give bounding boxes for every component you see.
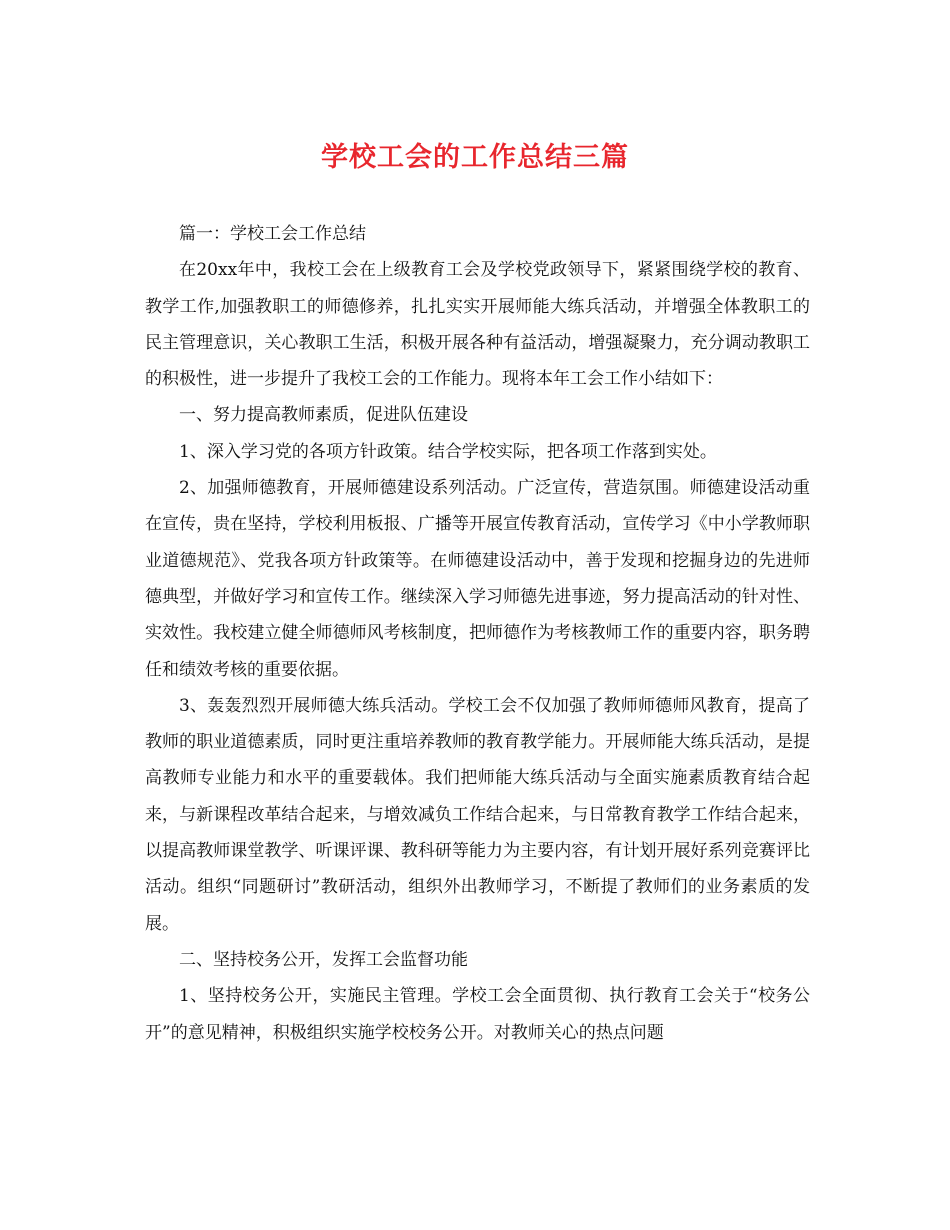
paragraph-item-1: 1、深入学习党的各项方针政策。结合学校实际，把各项工作落到实处。 (179, 441, 717, 462)
paragraph-intro: 在20xx年中，我校工会在上级教育工会及学校党政领导下，紧紧围绕学校的教育、教学工作,加强教职工的师德修养，扎扎实实开展师能大练兵活动，并增强全体教职工的民主管理意识，关心教职工生活，积极开展各种有益活动，增强凝聚力，充分调动教职工的积极性，进一步提升了我校工会的工作能力。现将本年工会工作小结如下： (145, 260, 810, 390)
section-heading-two: 二、坚持校务公开，发挥工会监督功能 (179, 949, 468, 970)
section-heading-part-one: 篇一：学校工会工作总结 (179, 224, 366, 244)
document-title: 学校工会的工作总结三篇 (321, 142, 629, 173)
document-body (145, 216, 810, 1051)
paragraph-item-2: 2、加强师德教育，开展师德建设系列活动。广泛宣传，营造氛围。师德建设活动重在宣传，贵在坚持，学校利用板报、广播等开展宣传教育活动，宣传学习《中小学教师职业道德规范》、党我各项方针政策等。在师德建设活动中，善于发现和挖掘身边的先进师德典型，并做好学习和宣传工作。继续深入学习师德先进事迹，努力提高活动的针对性、实效性。我校建立健全师德师风考核制度，把师德作为考核教师工作的重要内容，职务聘任和绩效考核的重要依据。 (145, 478, 810, 680)
paragraph-item-two-1: 1、坚持校务公开，实施民主管理。学校工会全面贯彻、执行教育工会关于“校务公开”的意见精神，积极组织实施学校校务公开。对教师关心的热点问题 (145, 986, 810, 1043)
section-heading-one: 一、努力提高教师素质，促进队伍建设 (179, 405, 468, 426)
paragraph-item-3: 3、轰轰烈烈开展师德大练兵活动。学校工会不仅加强了教师师德师风教育，提高了教师的职业道德素质，同时更注重培养教师的教育教学能力。开展师能大练兵活动，是提高教师专业能力和水平的重要载体。我们把师能大练兵活动与全面实施素质教育结合起来，与新课程改革结合起来，与增效减负工作结合起来，与日常教育教学工作结合起来，以提高教师课堂教学、听课评课、教科研等能力为主要内容，有计划开展好系列竞赛评比活动。组织“同题研讨”教研活动，组织外出教师学习，不断提了教师们的业务素质的发展。 (145, 695, 810, 934)
